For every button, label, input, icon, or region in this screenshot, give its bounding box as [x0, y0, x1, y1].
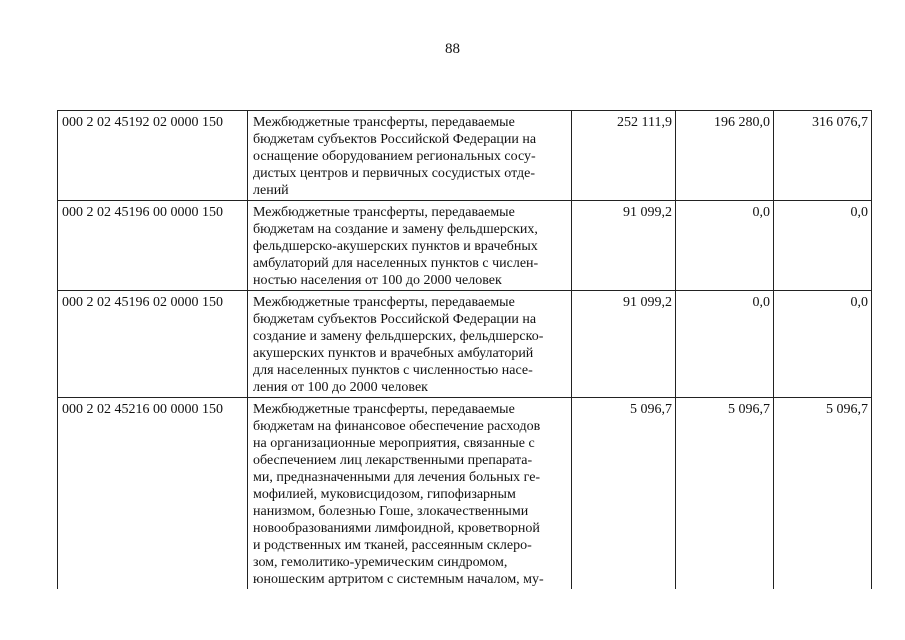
table-row [58, 398, 872, 590]
description-line: зом, гемолитико-уремическим синдромом, [253, 555, 508, 570]
page-number: 88 [445, 41, 460, 57]
description-line: акушерских пунктов и врачебных амбулаторий [253, 346, 534, 361]
description-line: Межбюджетные трансферты, передаваемые [253, 402, 515, 417]
budget-code-cell: 000 2 02 45196 00 0000 150 [58, 201, 248, 291]
description-line: амбулаторий для населенных пунктов с числен- [253, 256, 539, 271]
description-line: ления от 100 до 2000 человек [253, 380, 428, 395]
description-line: на организационные мероприятия, связанные с [253, 436, 535, 451]
description-line: оснащение оборудованием региональных сосу- [253, 149, 536, 164]
budget-table [57, 110, 872, 589]
amount-cell-1: 252 111,9 [572, 111, 676, 201]
description-line: для населенных пунктов с численностью насе- [253, 363, 533, 378]
description-line: создание и замену фельдшерских, фельдшерско- [253, 329, 544, 344]
amount-cell-2: 196 280,0 [676, 111, 774, 201]
amount-cell-2: 5 096,7 [676, 398, 774, 590]
description-line: фельдшерско-акушерских пунктов и врачебных [253, 239, 538, 254]
description-line: Межбюджетные трансферты, передаваемые [253, 115, 515, 130]
description-line: бюджетам субъектов Российской Федерации на [253, 312, 537, 327]
description-line: Межбюджетные трансферты, передаваемые [253, 295, 515, 310]
budget-code-cell: 000 2 02 45192 02 0000 150 [58, 111, 248, 201]
amount-cell-3: 0,0 [774, 201, 872, 291]
amount-cell-3: 5 096,7 [774, 398, 872, 590]
description-cell [248, 398, 572, 590]
table-row [58, 201, 872, 291]
budget-code-cell: 000 2 02 45196 02 0000 150 [58, 291, 248, 398]
table-row [58, 111, 872, 201]
description-line: и родственных им тканей, рассеянным склеро- [253, 538, 532, 553]
description-line: мофилией, муковисцидозом, гипофизарным [253, 487, 516, 502]
amount-cell-2: 0,0 [676, 201, 774, 291]
description-line: юношеским артритом с системным началом, му- [253, 572, 544, 587]
table-row [58, 291, 872, 398]
amount-cell-3: 316 076,7 [774, 111, 872, 201]
description-line: нанизмом, болезнью Гоше, злокачественными [253, 504, 529, 519]
description-cell [248, 111, 572, 201]
description-line: новообразованиями лимфоидной, кроветворной [253, 521, 540, 536]
amount-cell-1: 5 096,7 [572, 398, 676, 590]
budget-code-cell: 000 2 02 45216 00 0000 150 [58, 398, 248, 590]
description-line: бюджетам на создание и замену фельдшерских, [253, 222, 538, 237]
amount-cell-1: 91 099,2 [572, 201, 676, 291]
description-cell [248, 201, 572, 291]
description-line: обеспечением лиц лекарственными препарата- [253, 453, 533, 468]
description-cell [248, 291, 572, 398]
amount-cell-3: 0,0 [774, 291, 872, 398]
description-line: ностью населения от 100 до 2000 человек [253, 273, 502, 288]
description-line: бюджетам субъектов Российской Федерации на [253, 132, 537, 147]
amount-cell-1: 91 099,2 [572, 291, 676, 398]
description-line: бюджетам на финансовое обеспечение расходов [253, 419, 541, 434]
description-line: дистых центров и первичных сосудистых отде- [253, 166, 536, 181]
amount-cell-2: 0,0 [676, 291, 774, 398]
description-line: лений [253, 183, 289, 198]
description-line: Межбюджетные трансферты, передаваемые [253, 205, 515, 220]
description-line: ми, предназначенными для лечения больных ге- [253, 470, 541, 485]
